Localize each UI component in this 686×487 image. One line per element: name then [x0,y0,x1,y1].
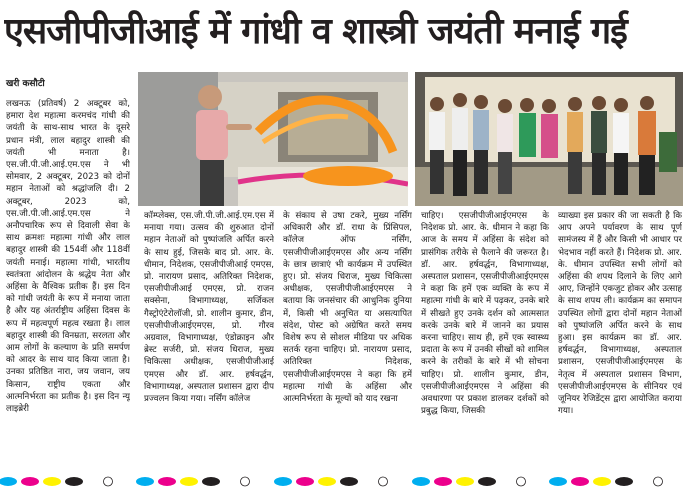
registration-crosshair-8 [241,477,250,486]
registration-dot-9 [296,477,314,486]
registration-dot-3 [65,477,83,486]
photo-floral-tribute-illustration [138,72,408,206]
registration-dot-11 [340,477,358,486]
registration-dot-2 [43,477,61,486]
registration-crosshair-20 [654,477,663,486]
article-column-4 [421,210,549,472]
article-column-5 [558,210,682,472]
registration-dot-19 [615,477,633,486]
column-1-text: लखनऊ (प्रतिवर्ष) 2 अक्टूबर को, हमारा देश महात्मा करमचंद गांधी की जयंती के साथ-साथ भारत के दूसरे प्रधान मंत्री, लाल बहादुर शास्त्री की जयंती भी मनाता है। एस.जी.पी.जी.आई.एम.एस ने भी सोमवार, 2 अक्टूबर, 2023 को दोनों महान नेताओं को श्रद्धांजलि दी। 2 अक्टूबर, 2023 को, एस.जी.पी.जी.आई.एम.एस ने अनौपचारिक रूप से दिवाली सेवा के साथ क्रमशः महात्मा गांधी और लाल बहादुर शास्त्री की 154वीं और 118वीं जयंती मनाई। महात्मा गांधी, भारतीय स्वतंत्रता आंदोलन के श्रद्धेय नेता और अहिंसा के वैश्विक प्रतीक हैं। इस दिन को गांधी जयंती के रूप में मनाया जाता है और यह अंतर्राष्ट्रीय अहिंसा दिवस के रूप में महत्वपूर्ण महत्व रखता है। लाल बहादुर शास्त्री की विनम्रता, सरलता और आम लोगों के कल्याण के प्रति समर्पण को आदर के साथ याद किया जाता है। उनका प्रतिष्ठित नारा, जय जवान, जय किसान, राष्ट्रीय एकता और आत्मनिर्भरता का प्रतीक है। इस दिन न्यू लाइब्रेरी [6,99,130,415]
photo-floral-tribute [138,72,408,206]
column-4-text: चाहिए। एसजीपीजीआईएमएस के निदेशक प्रो. आर. के. धीमान ने कहा कि आज के समय में अहिंसा के संदेश को प्रासंगिक तरीके से फैलाने की जरूरत है। डॉ. आर. हर्षवर्द्धन, विभागाध्यक्ष, अस्पताल प्रशासन, एसजीपीजीआईएमएस ने कहा कि हमें एक व्यक्ति के रूप में महात्मा गांधी के बारे में पढ़कर, उनके बारे में सीखते हुए उनके दर्शन को आत्मसात करके उनके बारे में जानने का प्रयास करना चाहिए। साथ ही, हमें एक स्वास्थ्य प्रदाता के रूप में उनकी सीखों को शामिल करने के तरीकों के बारे में भी सोचना चाहिए। प्रो. शालीन कुमार, डीन, एसजीपीजीआईएमएस ने अहिंसा की अवधारणा पर प्रकाश डालकर दर्शकों को प्रबुद्ध किया, जिसकी [421,211,549,417]
registration-dot-18 [593,477,611,486]
column-2-text: कॉम्प्लेक्स, एस.जी.पी.जी.आई.एम.एस में मनाया गया। उत्सव की शुरुआत दोनों महान नेताओं को पुष्पांजलि अर्पित करने के साथ हुई, जिसके बाद प्रो. आर. के. धीमान, निदेशक, एसजीपीजीआई एमएस, प्रो. नारायण प्रसाद, अतिरिक्त निदेशक, एसजीपीजीआई एमएस, प्रो. राजन सक्सेना, विभागाध्यक्ष, सर्जिकल गैस्ट्रोएंटेरोलॉजी, प्रो. शालीन कुमार, डीन, एसजीपीजीआईएमएस, प्रो. गौरव अग्रवाल, विभागाध्यक्ष, एंडोक्राइन और ब्रेस्ट सर्जरी, प्रो. संजय धिराज, मुख्य चिकित्सा अधीक्षक, एसजीपीजीआई एमएस और डॉ. आर. हर्षवर्द्धन, विभागाध्यक्ष, अस्पताल प्रशासन द्वारा दीप प्रज्वलन किया गया। नर्सिंग कॉलेज [144,211,274,405]
registration-dot-15 [478,477,496,486]
registration-dot-14 [456,477,474,486]
registration-crosshair-12 [379,477,388,486]
registration-dot-16 [549,477,567,486]
byline: खरी कसौटी [6,79,45,89]
article-column-3 [283,210,412,472]
article-column-1 [6,98,130,472]
registration-dot-4 [136,477,154,486]
registration-dot-10 [318,477,336,486]
column-5-text: व्याख्या इस प्रकार की जा सकती है कि आप अपने पर्यावरण के साथ पूर्ण सामंजस्य में हैं और किसी भी आधार पर भेदभाव नहीं करते हैं। निदेशक प्रो. आर. के. धीमान उपस्थित सभी लोगों को अहिंसा की शपथ दिलाने के लिए आगे आए, जिन्होंने एकजुट होकर और उत्साह के साथ शपथ ली। कार्यक्रम का समापन उपस्थित लोगों द्वारा दोनों महान नेताओं को पुष्पांजलि अर्पित करने के साथ हुआ। इस कार्यक्रम का डॉ. आर. हर्षवर्द्धन, विभागाध्यक्ष, अस्पताल प्रशासन, एसजीपीजीआईएमएस के नेतृत्व में अस्पताल प्रशासन विभाग, एसजीपीजीआईएमएस के सीनियर एवं जूनियर रेजिडेंट्स द्वारा आयोजित कराया गया। [558,211,682,417]
registration-dot-1 [21,477,39,486]
headline: एसजीपीजीआई में गांधी व शास्त्री जयंती मनाई गई [4,11,627,52]
registration-dot-0 [0,477,17,486]
photo-group-oath [415,72,683,206]
registration-dot-7 [202,477,220,486]
registration-dot-5 [158,477,176,486]
registration-dot-13 [434,477,452,486]
registration-dot-8 [274,477,292,486]
print-registration-bar [0,476,686,487]
registration-crosshair-16 [517,477,526,486]
registration-crosshair-4 [104,477,113,486]
registration-dot-12 [412,477,430,486]
photo-group-oath-illustration [415,72,683,206]
column-3-text: के संकाय से उषा टकरे, मुख्य नर्सिंग अधिकारी और डॉ. राधा के प्रिंसिपल, कॉलेज ऑफ नर्सिंग, एसजीपीजीआईएमएस और अन्य नर्सिंग के छात्र छात्राएं भी कार्यक्रम में उपस्थित हुए। प्रो. संजय धिराज, मुख्य चिकित्सा अधीक्षक, एसजीपीजीआईएमएस ने बताया कि जनसंचार की आधुनिक दुनिया में, किसी भी अनुचित या असत्यापित संदेश, पोस्ट को अग्रेषित करते समय विशेष रूप से सोशल मीडिया पर अधिक सतर्क रहना चाहिए। प्रो. नारायण प्रसाद, अतिरिक्त निदेशक, एसजीपीजीआईएमएस ने कहा कि हमें महात्मा गांधी के अहिंसा और आत्मनिर्भरता के मूल्यों को याद रखना [283,211,412,405]
registration-dot-17 [571,477,589,486]
article-column-2 [144,210,274,472]
registration-dot-6 [180,477,198,486]
